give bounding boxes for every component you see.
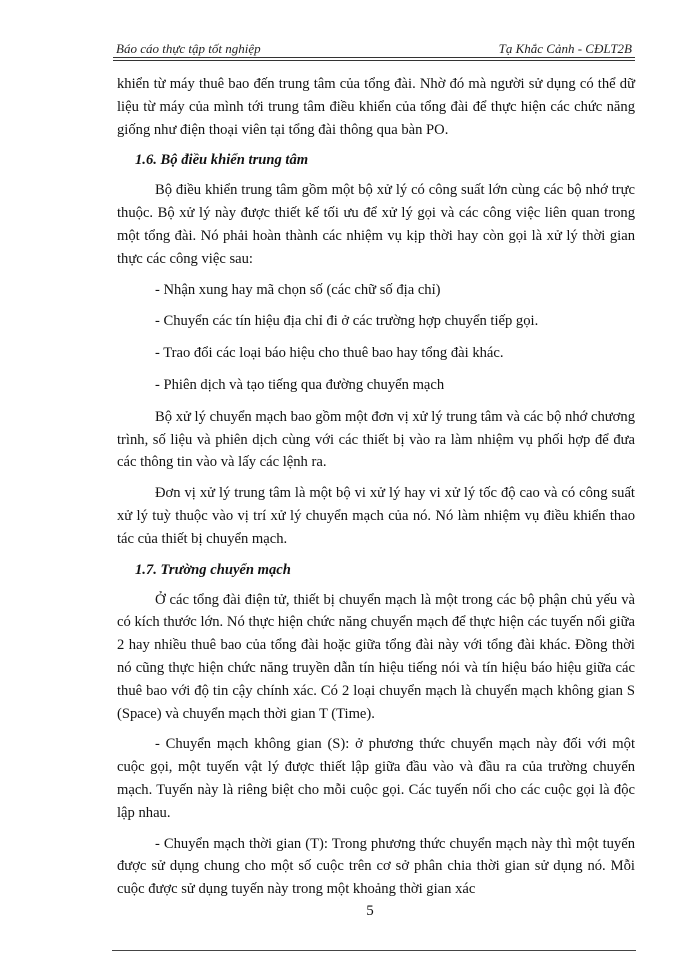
paragraph-cpu: Đơn vị xử lý trung tâm là một bộ vi xử lý hay vi xử lý tốc độ cao và có công suất xử lý tuỳ thuộc vào vị trí xử lý chuyển mạch của nó. Nó làm nhiệm vụ điều khiển thao tác của thiết bị chuyển mạch.: [117, 485, 635, 547]
page-body: [117, 73, 635, 909]
list-item-dialing: - Nhận xung hay mã chọn số (các chữ số địa chỉ): [155, 281, 441, 298]
header-author: Tạ Khắc Cảnh - CĐLT2B: [498, 41, 632, 56]
paragraph-space-switching: - Chuyển mạch không gian (S): ở phương thức chuyển mạch này đối với một cuộc gọi, một tuyến vật lý được thiết lập giữa đầu vào và đầu ra của trường chuyển mạch. Tuyến này là riêng biệt cho mỗi cuộc gọi. Các tuyến nối cho các cuộc gọi là độc lập nhau.: [117, 736, 635, 821]
paragraph-continuation: khiển từ máy thuê bao đến trung tâm của tổng đài. Nhờ đó mà người sử dụng có thể dữ liệu từ máy của mình tới trung tâm điều khiển của tổng đài để thực hiện các chức năng giống như điện thoại viên tại tổng đài thông qua bàn PO.: [117, 76, 635, 138]
list-item-address-signals: - Chuyển các tín hiệu địa chỉ đi ở các trường hợp chuyển tiếp gọi.: [155, 313, 539, 330]
page-header: [113, 38, 635, 62]
list-item-translation: - Phiên dịch và tạo tiếng qua đường chuyển mạch: [155, 376, 445, 393]
page-number: 5: [366, 903, 374, 919]
list-item-signaling-exchange: - Trao đổi các loại báo hiệu cho thuê bao hay tổng đài khác.: [155, 345, 504, 362]
header-rule-thin: [113, 60, 635, 61]
footer-rule: [112, 950, 636, 951]
paragraph-central-controller: Bộ điều khiển trung tâm gồm một bộ xử lý có công suất lớn cùng các bộ nhớ trực thuộc. Bộ xử lý này được thiết kế tối ưu để xử lý gọi và các công việc liên quan trong một tổng đài. Nó phải hoàn thành các nhiệm vụ kịp thời hay còn gọi là xử lý thời gian thực các công việc sau:: [117, 182, 635, 267]
paragraph-switching-field: Ở các tổng đài điện tử, thiết bị chuyển mạch là một trong các bộ phận chủ yếu và có kích thước lớn. Nó thực hiện chức năng chuyển mạch để thực hiện các tuyến nối giữa 2 hay nhiều thuê bao của tổng đài hoặc giữa tổng đài này với tổng đài khác. Đồng thời nó cũng thực hiện chức năng truyền dẫn tín hiệu tiếng nói và tín hiệu báo hiệu giữa các thuê bao với độ tin cậy chính xác. Có 2 loại chuyển mạch là chuyển mạch không gian S (Space) và chuyển mạch thời gian T (Time).: [117, 591, 635, 722]
section-heading-1-7: 1.7. Trường chuyển mạch: [135, 561, 291, 578]
section-heading-1-6: 1.6. Bộ điều khiển trung tâm: [135, 152, 309, 169]
paragraph-switching-processor: Bộ xử lý chuyển mạch bao gồm một đơn vị xử lý trung tâm và các bộ nhớ chương trình, số liệu và phiên dịch cùng với các thiết bị vào ra làm nhiệm vụ phối hợp để đưa các thông tin vào và lấy các lệnh ra.: [117, 408, 635, 471]
header-rule: [113, 57, 635, 58]
paragraph-time-switching: - Chuyển mạch thời gian (T): Trong phương thức chuyển mạch này thì một tuyến được sử dụng chung cho một số cuộc trên cơ sở phân chia thời gian sử dụng nó. Mỗi cuộc được sử dụng tuyến này trong một khoảng thời gian xác: [117, 835, 635, 898]
header-report-title: Báo cáo thực tập tốt nghiệp: [116, 41, 261, 56]
